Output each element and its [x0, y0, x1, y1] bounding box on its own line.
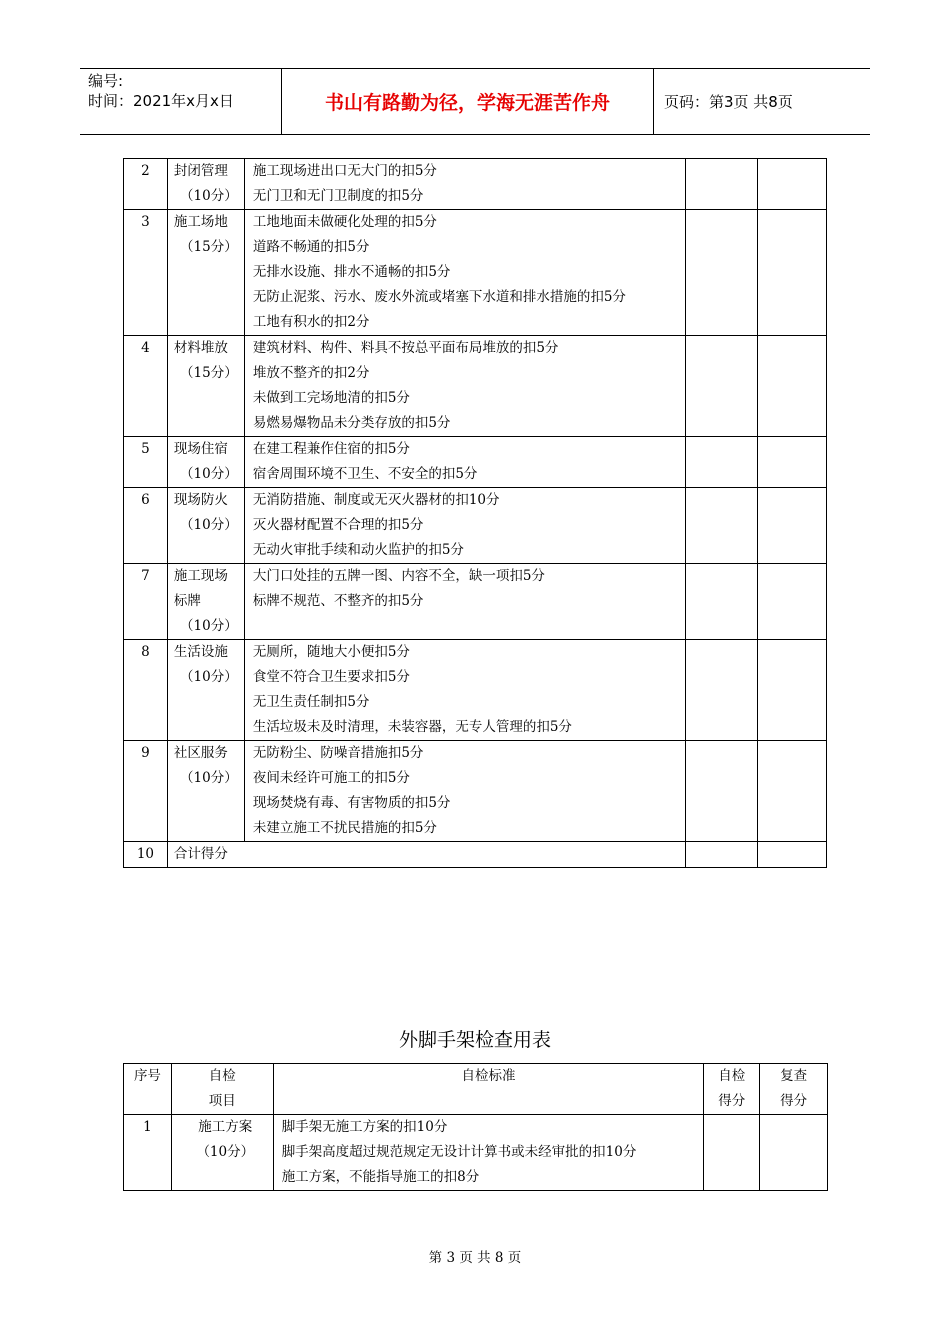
row-item-line: （10分）: [180, 517, 238, 533]
scaffold-table-title: 外脚手架检查用表: [398, 1029, 551, 1051]
row-criteria-cell: [244, 741, 685, 842]
header-page-info: 页码：第3页 共8页: [664, 93, 793, 111]
page-footer: 第 3 页 共 8 页: [428, 1250, 522, 1266]
criteria-line: 标牌不规范、不整齐的扣5分: [252, 593, 424, 609]
row-item-line: 标牌: [173, 593, 201, 609]
criteria-line: 施工方案，不能指导施工的扣8分: [281, 1169, 480, 1185]
self-score-cell: [685, 437, 758, 488]
table-row: [124, 437, 827, 488]
row-item-cell: [171, 1115, 273, 1191]
row-number: 2: [141, 163, 150, 179]
self-score-cell: [685, 488, 758, 564]
inspection-table-continued: [123, 158, 827, 868]
criteria-line: 宿舍周围环境不卫生、不安全的扣5分: [252, 466, 478, 482]
criteria-line: 工地地面未做硬化处理的扣5分: [252, 214, 437, 230]
header-time: 时间：2021年x月x日: [88, 92, 234, 110]
self-score-cell: [704, 1115, 760, 1191]
criteria-line: 脚手架无施工方案的扣10分: [281, 1119, 448, 1135]
criteria-line: 现场焚烧有毒、有害物质的扣5分: [252, 795, 451, 811]
criteria-line: 无排水设施、排水不通畅的扣5分: [252, 264, 451, 280]
row-criteria-cell: [273, 1115, 704, 1191]
row-criteria-cell: [244, 564, 685, 640]
criteria-line: 施工现场进出口无大门的扣5分: [252, 163, 437, 179]
header-number: 编号:: [88, 72, 124, 90]
self-score-cell: [685, 564, 758, 640]
review-score-cell: [758, 210, 827, 336]
table-row: [124, 210, 827, 336]
criteria-line: 无卫生责任制扣5分: [252, 694, 370, 710]
row-number-cell: [124, 159, 168, 210]
row-item-line: 施工现场: [173, 568, 228, 584]
header-no: 序号: [124, 1064, 172, 1115]
criteria-line: 无防粉尘、防噪音措施扣5分: [252, 745, 424, 761]
row-number: 6: [141, 492, 150, 508]
criteria-line: 灭火器材配置不合理的扣5分: [252, 517, 424, 533]
self-score-cell: [685, 210, 758, 336]
criteria-line: 无厕所，随地大小便扣5分: [252, 644, 410, 660]
row-number-cell: [124, 741, 168, 842]
row-item-line: 材料堆放: [173, 340, 228, 356]
row-number: 9: [141, 745, 150, 761]
row-item-line: 生活设施: [173, 644, 228, 660]
header-item: 自检 项目: [171, 1064, 273, 1115]
row-item-line: （10分）: [180, 669, 238, 685]
row-item-cell: [167, 437, 244, 488]
row-criteria-cell: [244, 437, 685, 488]
row-number-cell: [124, 564, 168, 640]
table-row: [124, 1115, 828, 1191]
review-score-cell: [758, 640, 827, 741]
table-row: [124, 640, 827, 741]
table-row: [124, 488, 827, 564]
row-item-cell: [167, 336, 244, 437]
row-item-line: （10分）: [180, 770, 238, 786]
review-score-cell: [758, 336, 827, 437]
row-item-cell: [167, 159, 244, 210]
row-criteria-cell: [244, 210, 685, 336]
row-item-line: （10分）: [180, 188, 238, 204]
criteria-line: 建筑材料、构件、料具不按总平面布局堆放的扣5分: [252, 340, 559, 356]
table-row: [124, 564, 827, 640]
review-score-cell: [758, 741, 827, 842]
header-standard: 自检标准: [273, 1064, 704, 1115]
row-item-line: 封闭管理: [173, 163, 228, 179]
criteria-line: 无消防措施、制度或无灭火器材的扣10分: [252, 492, 500, 508]
row-number-cell: [124, 210, 168, 336]
self-score-cell: [685, 842, 758, 868]
row-number: 8: [141, 644, 150, 660]
self-score-cell: [685, 640, 758, 741]
criteria-line: 无动火审批手续和动火监护的扣5分: [252, 542, 464, 558]
row-item-line: 施工方案: [198, 1119, 253, 1135]
row-criteria-cell: [244, 336, 685, 437]
criteria-line: 未做到工完场地清的扣5分: [252, 390, 410, 406]
row-item-line: 施工场地: [173, 214, 228, 230]
criteria-line: 在建工程兼作住宿的扣5分: [252, 441, 410, 457]
row-item-cell: [167, 564, 244, 640]
row-number: 7: [141, 568, 150, 584]
row-number-cell: [124, 488, 168, 564]
row-criteria-cell: [244, 159, 685, 210]
total-label: 合计得分: [173, 846, 228, 862]
criteria-line: 无门卫和无门卫制度的扣5分: [252, 188, 424, 204]
header-meta: [80, 69, 282, 134]
review-score-cell: [758, 159, 827, 210]
header-motto: 书山有路勤为径，学海无涯苦作舟: [282, 69, 654, 134]
row-item-line: （10分）: [180, 466, 238, 482]
review-score-cell: [758, 437, 827, 488]
header-self-score: 自检 得分: [704, 1064, 760, 1115]
row-item-line: 现场住宿: [173, 441, 228, 457]
row-item-cell: [167, 488, 244, 564]
row-item-cell: [167, 640, 244, 741]
total-label-cell: [167, 842, 685, 868]
self-score-cell: [685, 741, 758, 842]
header-review-score: 复查 得分: [760, 1064, 828, 1115]
criteria-line: 脚手架高度超过规范规定无设计计算书或未经审批的扣10分: [281, 1144, 637, 1160]
total-row: [124, 842, 827, 868]
row-item-line: 社区服务: [173, 745, 228, 761]
row-item-line: （10分）: [196, 1144, 255, 1160]
row-number: 3: [141, 214, 150, 230]
scaffold-inspection-table: [123, 1063, 828, 1191]
criteria-line: 未建立施工不扰民措施的扣5分: [252, 820, 437, 836]
row-number-cell: [124, 336, 168, 437]
criteria-line: 堆放不整齐的扣2分: [252, 365, 370, 381]
total-number-cell: [124, 842, 168, 868]
criteria-line: 无防止泥浆、污水、废水外流或堵塞下水道和排水措施的扣5分: [252, 289, 626, 305]
row-number-cell: [124, 437, 168, 488]
row-number-cell: [124, 1115, 172, 1191]
criteria-line: 夜间未经许可施工的扣5分: [252, 770, 410, 786]
review-score-cell: [758, 564, 827, 640]
criteria-line: 食堂不符合卫生要求扣5分: [252, 669, 410, 685]
review-score-cell: [758, 842, 827, 868]
criteria-line: 生活垃圾未及时清理，未装容器，无专人管理的扣5分: [252, 719, 572, 735]
criteria-line: 大门口处挂的五牌一图、内容不全，缺一项扣5分: [252, 568, 545, 584]
criteria-line: 道路不畅通的扣5分: [252, 239, 370, 255]
row-item-line: 现场防火: [173, 492, 228, 508]
table-row: [124, 336, 827, 437]
review-score-cell: [758, 488, 827, 564]
table-header-row: [124, 1064, 828, 1115]
row-number-cell: [124, 640, 168, 741]
row-number: 5: [141, 441, 150, 457]
review-score-cell: [760, 1115, 828, 1191]
table-row: [124, 159, 827, 210]
row-item-cell: [167, 741, 244, 842]
row-number: 1: [143, 1119, 152, 1135]
row-item-line: （15分）: [180, 365, 238, 381]
row-item-cell: [167, 210, 244, 336]
row-number: 4: [141, 340, 150, 356]
row-criteria-cell: [244, 640, 685, 741]
self-score-cell: [685, 159, 758, 210]
row-criteria-cell: [244, 488, 685, 564]
row-item-line: （10分）: [180, 618, 238, 634]
self-score-cell: [685, 336, 758, 437]
total-number: 10: [136, 846, 155, 862]
criteria-line: 工地有积水的扣2分: [252, 314, 370, 330]
page-header: [80, 68, 870, 135]
criteria-line: 易燃易爆物品未分类存放的扣5分: [252, 415, 451, 431]
row-item-line: （15分）: [180, 239, 238, 255]
table-row: [124, 741, 827, 842]
